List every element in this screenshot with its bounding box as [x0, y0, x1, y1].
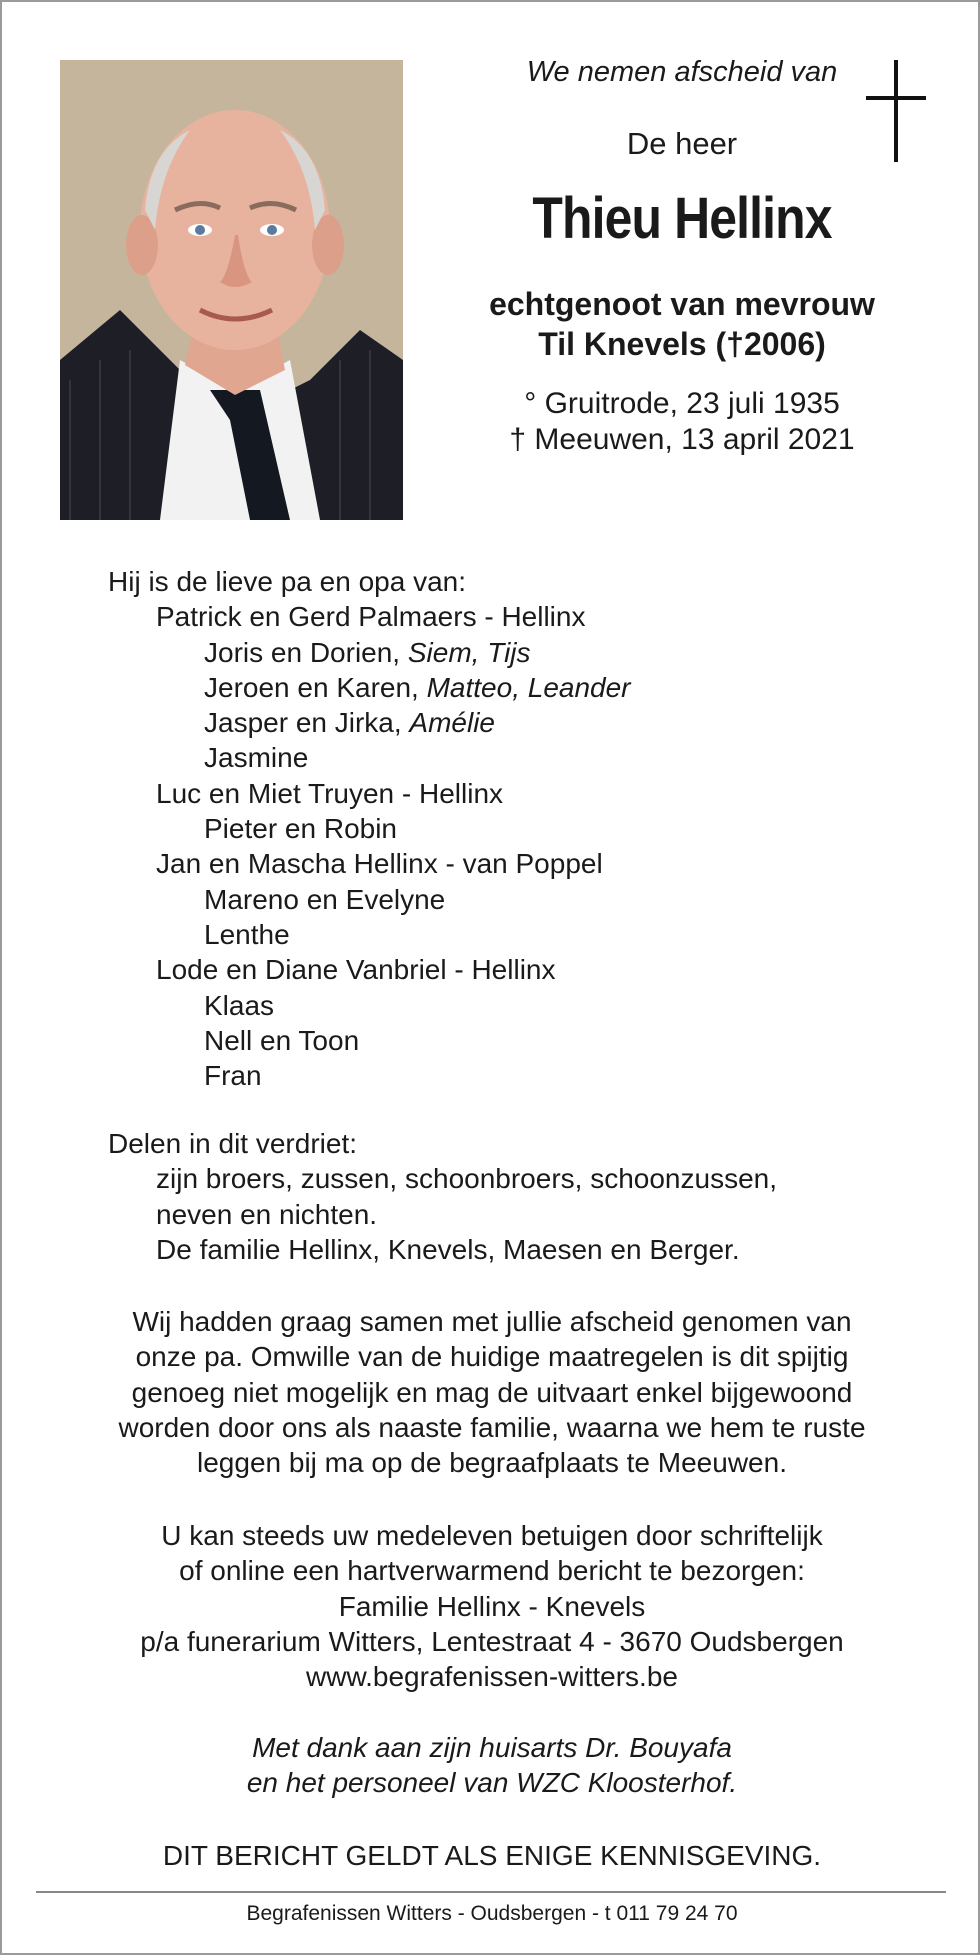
birth-date: ° Gruitrode, 23 juli 1935: [524, 387, 840, 420]
notice-text: DIT BERICHT GELDT ALS ENIGE KENNISGEVING.: [162, 1840, 822, 1871]
paragraph-line: genoeg niet mogelijk en mag de uitvaart enkel bijgewoond: [131, 1376, 853, 1408]
footer-text: Begrafenissen Witters - Oudsbergen - t 011 79 24 70: [246, 1902, 738, 1925]
thanks-line: Met dank aan zijn huisarts Dr. Bouyafa: [252, 1732, 732, 1763]
paragraph-line: Familie Hellinx - Knevels: [338, 1590, 646, 1622]
family-line: Pieter en Robin: [204, 813, 398, 845]
life-dates: [432, 386, 932, 458]
paragraph-line: p/a funerarium Witters, Lentestraat 4 - 3670 Oudsbergen: [140, 1625, 844, 1657]
family-line: Klaas: [204, 989, 275, 1021]
family-heading: Hij is de lieve pa en opa van:: [108, 566, 466, 597]
share-line: neven en nichten.: [156, 1198, 378, 1230]
thanks-line: en het personeel van WZC Kloosterhof.: [246, 1767, 738, 1799]
paragraph-line: onze pa. Omwille van de huidige maatregelen is dit spijtig: [135, 1341, 849, 1373]
share-line: zijn broers, zussen, schoonbroers, schoonzussen,: [156, 1163, 777, 1195]
portrait-photo: [60, 60, 403, 520]
family-line: Lode en Diane Vanbriel - Hellinx: [156, 954, 556, 986]
family-line: Jasmine: [204, 742, 309, 774]
family-line: Luc en Miet Truyen - Hellinx: [156, 777, 504, 809]
share-line: De familie Hellinx, Knevels, Maesen en Berger.: [156, 1233, 740, 1265]
family-line: Jan en Mascha Hellinx - van Poppel: [156, 848, 603, 880]
paragraph-line: leggen bij ma op de begraafplaats te Meeuwen.: [197, 1447, 787, 1479]
website-link[interactable]: www.begrafenissen-witters.be: [306, 1661, 678, 1693]
paragraph-line: of online een hartverwarmend bericht te bezorgen:: [179, 1555, 805, 1587]
paragraph-line: Wij hadden graag samen met jullie afscheid genomen van: [132, 1306, 852, 1337]
condolence-paragraph: [42, 1518, 942, 1694]
family-line: Fran: [204, 1060, 262, 1092]
salutation: De heer: [626, 126, 738, 161]
family-line: Mareno en Evelyne: [204, 883, 446, 915]
family-line: Lenthe: [204, 918, 290, 950]
spouse-info: [432, 284, 932, 364]
portrait-illustration: [60, 60, 403, 520]
footer-divider: [36, 1891, 946, 1893]
family-list: [108, 564, 928, 1093]
deceased-name: Thieu Hellinx: [532, 186, 832, 251]
family-line: Nell en Toon: [204, 1024, 360, 1056]
spouse-line-2: Til Knevels (†2006): [538, 326, 826, 362]
share-heading: Delen in dit verdriet:: [108, 1128, 358, 1159]
intro-text: We nemen afscheid van: [526, 56, 838, 88]
thanks-paragraph: [42, 1730, 942, 1801]
share-grief-section: [108, 1126, 928, 1267]
header-block: [432, 52, 932, 458]
family-line: Jasper en Jirka, Amélie: [204, 707, 496, 739]
funeral-paragraph: [42, 1304, 942, 1480]
family-line: Joris en Dorien, Siem, Tijs: [204, 636, 531, 668]
family-line: Jeroen en Karen, Matteo, Leander: [204, 671, 631, 703]
paragraph-line: U kan steeds uw medeleven betuigen door schriftelijk: [161, 1520, 823, 1551]
death-date: † Meeuwen, 13 april 2021: [509, 423, 855, 456]
paragraph-line: worden door ons als naaste familie, waarna we hem te ruste: [118, 1411, 866, 1443]
family-line: Patrick en Gerd Palmaers - Hellinx: [156, 601, 586, 633]
spouse-line-1: echtgenoot van mevrouw: [489, 286, 875, 322]
